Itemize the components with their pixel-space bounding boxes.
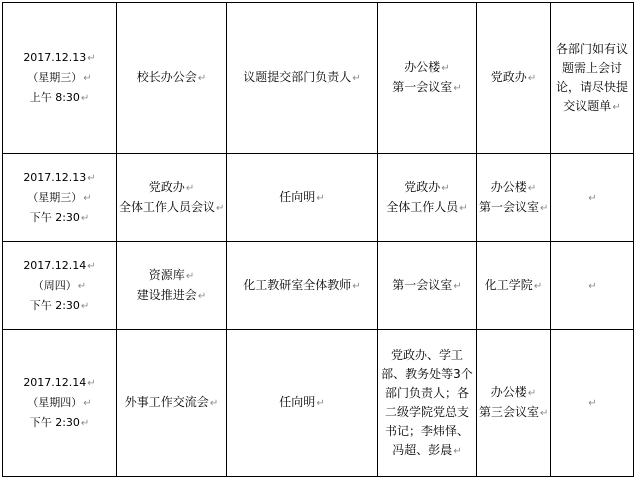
attendees-text: 化工教研室全体教师↵	[243, 277, 361, 292]
paragraph-mark-icon: ↵	[87, 260, 96, 272]
date-cell	[3, 242, 117, 330]
paragraph-mark-icon: ↵	[197, 73, 207, 84]
paragraph-mark-icon: ↵	[527, 388, 537, 399]
remarks-cell	[551, 330, 634, 477]
table-row	[3, 242, 634, 330]
paragraph-mark-icon: ↵	[540, 408, 549, 419]
paragraph-mark-icon: ↵	[316, 398, 325, 409]
paragraph-mark-icon: ↵	[87, 378, 96, 389]
paragraph-mark-icon: ↵	[588, 280, 597, 292]
paragraph-mark-icon: ↵	[80, 300, 90, 312]
location-cell	[378, 242, 477, 330]
paragraph-mark-icon: ↵	[612, 101, 621, 113]
location-cell	[378, 3, 477, 154]
attendees-cell	[227, 154, 378, 242]
paragraph-mark-icon: ↵	[527, 73, 537, 84]
paragraph-mark-icon: ↵	[185, 270, 195, 282]
schedule-body	[3, 3, 634, 477]
remarks-cell	[551, 242, 634, 330]
location-lines-line: 党政办↵	[404, 179, 450, 194]
paragraph-mark-icon: ↵	[80, 418, 90, 429]
paragraph-mark-icon: ↵	[209, 398, 219, 409]
organizer-lines-line: 办公楼↵	[490, 179, 537, 194]
paragraph-mark-icon: ↵	[80, 93, 90, 104]
date-lines-line: 2017.12.13↵	[23, 51, 96, 64]
meeting-cell	[117, 154, 227, 242]
meeting-lines-line: 外事工作交流会↵	[124, 395, 219, 409]
date-lines-line: 下午 2:30↵	[29, 416, 90, 429]
meeting-cell	[117, 242, 227, 330]
date-lines-line: （周四）↵	[32, 278, 87, 292]
paragraph-mark-icon: ↵	[453, 445, 462, 457]
meeting-cell	[117, 3, 227, 154]
date-lines-line: （星期四）↵	[27, 396, 92, 409]
paragraph-mark-icon: ↵	[588, 192, 597, 204]
paragraph-mark-icon: ↵	[83, 73, 92, 84]
date-lines-line: 2017.12.14↵	[23, 376, 96, 389]
date-lines-line: 下午 2:30↵	[29, 210, 90, 224]
location-lines-line: 第一会议室↵	[392, 80, 462, 94]
organizer-lines-line: 党政办↵	[490, 70, 537, 84]
remarks-text: 各部门如有议题需上会讨论，请尽快提交议题单↵	[555, 41, 628, 113]
date-cell	[3, 3, 117, 154]
location-lines-line: 全体工作人员↵	[386, 199, 468, 214]
location-cell	[378, 154, 477, 242]
paragraph-mark-icon: ↵	[453, 83, 462, 94]
location-lines-line: 办公楼↵	[404, 60, 450, 74]
remarks-cell	[551, 154, 634, 242]
date-cell	[3, 154, 117, 242]
date-lines-line: 2017.12.14↵	[23, 258, 96, 272]
meeting-lines-line: 全体工作人员会议↵	[119, 199, 225, 214]
paragraph-mark-icon: ↵	[316, 192, 325, 204]
organizer-cell	[477, 3, 551, 154]
date-lines-line: （星期三）↵	[27, 71, 92, 84]
date-lines-line: 下午 2:30↵	[29, 298, 90, 312]
remarks-text	[553, 188, 631, 208]
remarks-text	[553, 276, 631, 296]
paragraph-mark-icon: ↵	[83, 192, 92, 204]
meeting-lines-line: 校长办公会↵	[136, 70, 207, 84]
organizer-lines-line: 化工学院↵	[484, 277, 543, 292]
paragraph-mark-icon: ↵	[441, 182, 450, 194]
paragraph-mark-icon: ↵	[588, 398, 597, 409]
table-row	[3, 3, 634, 154]
meeting-lines-line: 党政办↵	[148, 179, 195, 194]
meeting-schedule-table	[2, 2, 634, 477]
organizer-cell	[477, 242, 551, 330]
organizer-lines-line: 第三会议室↵	[479, 405, 549, 419]
remarks-cell	[551, 3, 634, 154]
paragraph-mark-icon: ↵	[197, 290, 207, 302]
date-cell	[3, 330, 117, 477]
paragraph-mark-icon: ↵	[77, 280, 87, 292]
meeting-lines-line: 资源库↵	[148, 267, 195, 282]
organizer-cell	[477, 330, 551, 477]
paragraph-mark-icon: ↵	[533, 280, 543, 292]
location-lines-line: 第一会议室↵	[392, 277, 462, 292]
remarks-text	[553, 393, 631, 413]
organizer-lines-line: 第一会议室↵	[479, 199, 549, 214]
date-lines-line: （星期三）↵	[27, 190, 92, 204]
location-cell	[378, 330, 477, 477]
attendees-cell	[227, 330, 378, 477]
date-lines-line: 上午 8:30↵	[29, 91, 90, 104]
paragraph-mark-icon: ↵	[87, 53, 96, 64]
organizer-lines-line: 办公楼↵	[490, 385, 537, 399]
attendees-cell	[227, 3, 378, 154]
paragraph-mark-icon: ↵	[87, 172, 96, 184]
paragraph-mark-icon: ↵	[453, 280, 462, 292]
meeting-cell	[117, 330, 227, 477]
attendees-cell	[227, 242, 378, 330]
attendees-text: 议题提交部门负责人↵	[243, 70, 361, 84]
attendees-text: 任向明↵	[279, 395, 325, 409]
paragraph-mark-icon: ↵	[459, 202, 468, 214]
paragraph-mark-icon: ↵	[527, 182, 537, 194]
paragraph-mark-icon: ↵	[80, 212, 90, 224]
organizer-cell	[477, 154, 551, 242]
paragraph-mark-icon: ↵	[83, 398, 92, 409]
table-row	[3, 330, 634, 477]
paragraph-mark-icon: ↵	[185, 182, 195, 194]
paragraph-mark-icon: ↵	[216, 202, 225, 214]
meeting-lines-line: 建设推进会↵	[136, 287, 207, 302]
paragraph-mark-icon: ↵	[540, 202, 549, 214]
paragraph-mark-icon: ↵	[352, 73, 361, 84]
date-lines-line: 2017.12.13↵	[23, 170, 96, 184]
location-lines-line: 党政办、学工部、教务处等3个部门负责人；各二级学院党总支书记；李炜怿、冯超、彭晨↵	[381, 347, 473, 457]
paragraph-mark-icon: ↵	[441, 63, 450, 74]
attendees-text: 任向明↵	[279, 189, 325, 204]
paragraph-mark-icon: ↵	[352, 280, 361, 292]
table-row	[3, 154, 634, 242]
